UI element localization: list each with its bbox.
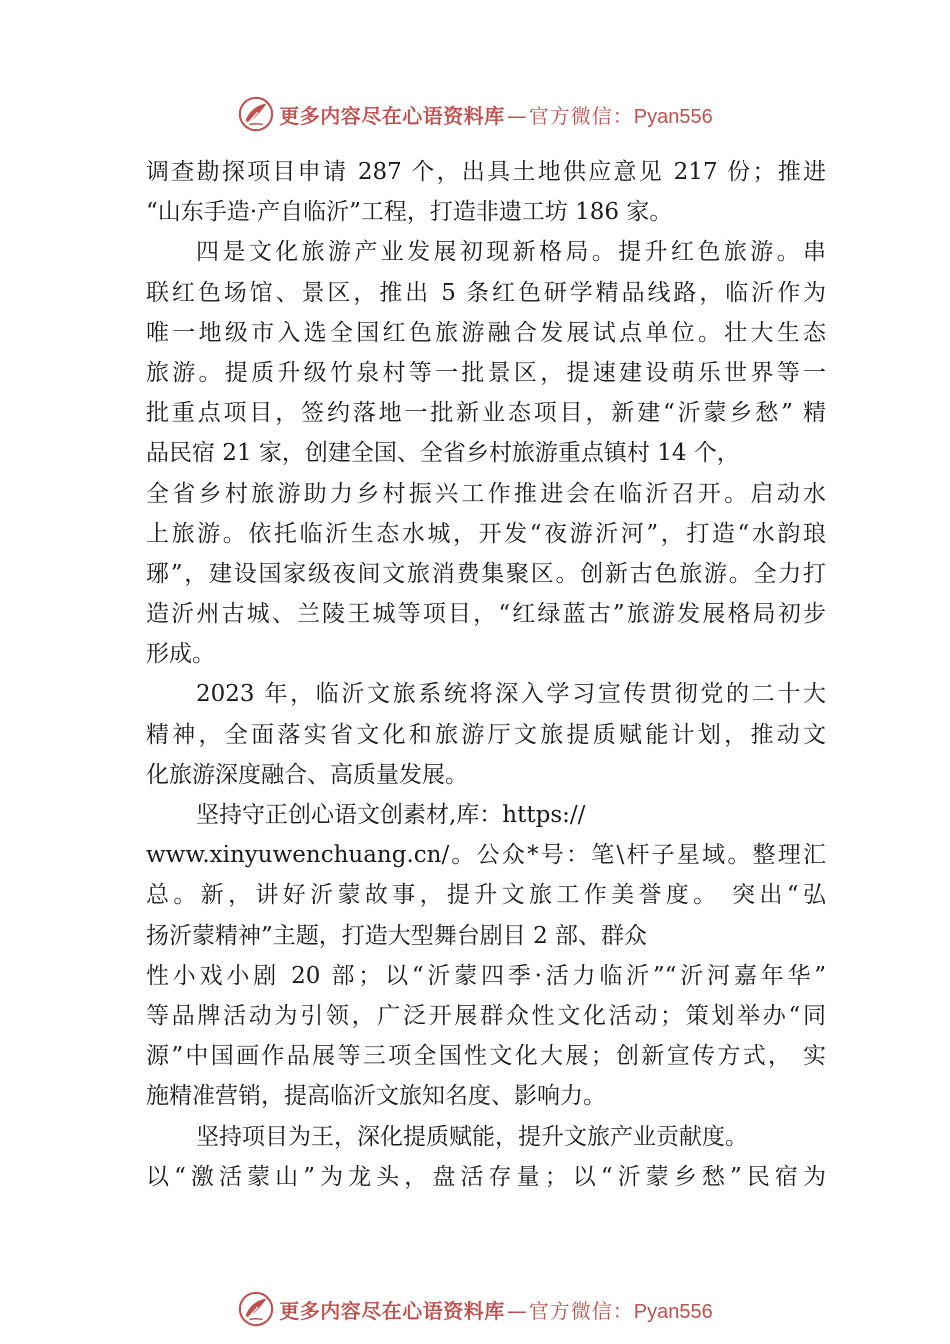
text-line: 唯一地级市入选全国红色旅游融合发展试点单位。壮大生态 [146, 319, 826, 346]
paragraph-start-line: 坚持守正创心语文创素材,库：https:// [196, 802, 586, 828]
document-body [146, 152, 826, 1197]
text-line: 造沂州古城、兰陵王城等项目，“红绿蓝古”旅游发展格局初步 [146, 601, 826, 628]
text-line: 施精准营销，提高临沂文旅知名度、影响力。 [146, 1083, 606, 1110]
text-line: 扬沂蒙精神”主题，打造大型舞台剧目 2 部、群众 [146, 922, 648, 949]
text-line: 调查勘探项目申请 287 个，出具土地供应意见 217 份；推进 [146, 159, 826, 185]
paragraph-start-line: 2023 年，临沂文旅系统将深入学习宣传贯彻党的二十大 [196, 681, 826, 708]
text-line: “山东手造·产自临沂”工程，打造非遗工坊 186 家。 [146, 199, 673, 226]
text-line: 上旅游。依托临沂生态水城，开发“夜游沂河”，打造“水韵琅 [146, 520, 826, 547]
paragraph-start-line: 坚持项目为王，深化提质赋能，提升文旅产业贡献度。 [196, 1123, 748, 1150]
text-line: www.xinyuwenchuang.cn/。公众*号：笔\杆子星域。整理汇 [146, 842, 826, 869]
text-line: 品民宿 21 家，创建全国、全省乡村旅游重点镇村 14 个， [146, 440, 740, 467]
text-line: 琊”，建设国家级夜间文旅消费集聚区。创新古色旅游。全力打 [146, 560, 826, 587]
text-line: 联红色场馆、景区，推出 5 条红色研学精品线路，临沂作为 [146, 279, 826, 306]
text-line: 全省乡村旅游助力乡村振兴工作推进会在临沂召开。启动水 [146, 480, 826, 507]
text-line: 旅游。提质升级竹泉村等一批景区，提速建设萌乐世界等一 [146, 359, 826, 386]
banner-wechat-label: 官方微信： [528, 1298, 634, 1323]
text-line: 形成。 [146, 641, 215, 668]
text-line: 以“激活蒙山”为龙头，盘活存量；以“沂蒙乡愁”民宿为 [146, 1163, 826, 1190]
text-line: 化旅游深度融合、高质量发展。 [146, 761, 468, 788]
xinyu-logo-icon [237, 95, 275, 133]
text-line: 源”中国画作品展等三项全国性文化大展；创新宣传方式， 实 [146, 1043, 826, 1070]
banner-separator: — [506, 103, 527, 128]
banner-title: 更多内容尽在心语资料库 [279, 1298, 505, 1323]
header-banner [0, 94, 950, 134]
text-line: 性小戏小剧 20 部；以“沂蒙四季·活力临沂”“沂河嘉年华” [146, 962, 826, 989]
xinyu-logo-icon [237, 1290, 275, 1328]
banner-wechat-id: Pyan556 [633, 105, 713, 128]
banner-wechat-label: 官方微信： [528, 103, 634, 128]
paragraph-start-line: 四是文化旅游产业发展初现新格局。提升红色旅游。串 [196, 239, 826, 266]
text-line: 精神，全面落实省文化和旅游厅文旅提质赋能计划，推动文 [146, 721, 826, 748]
banner-separator: — [506, 1298, 527, 1323]
banner-title: 更多内容尽在心语资料库 [279, 103, 505, 128]
text-line: 批重点项目，签约落地一批新业态项目，新建“沂蒙乡愁” 精 [146, 400, 826, 427]
footer-banner [0, 1289, 950, 1329]
text-line: 总。新，讲好沂蒙故事，提升文旅工作美誉度。 突出“弘 [146, 882, 826, 909]
banner-wechat-id: Pyan556 [633, 1300, 713, 1323]
text-line: 等品牌活动为引领，广泛开展群众性文化活动；策划举办“同 [146, 1002, 826, 1029]
